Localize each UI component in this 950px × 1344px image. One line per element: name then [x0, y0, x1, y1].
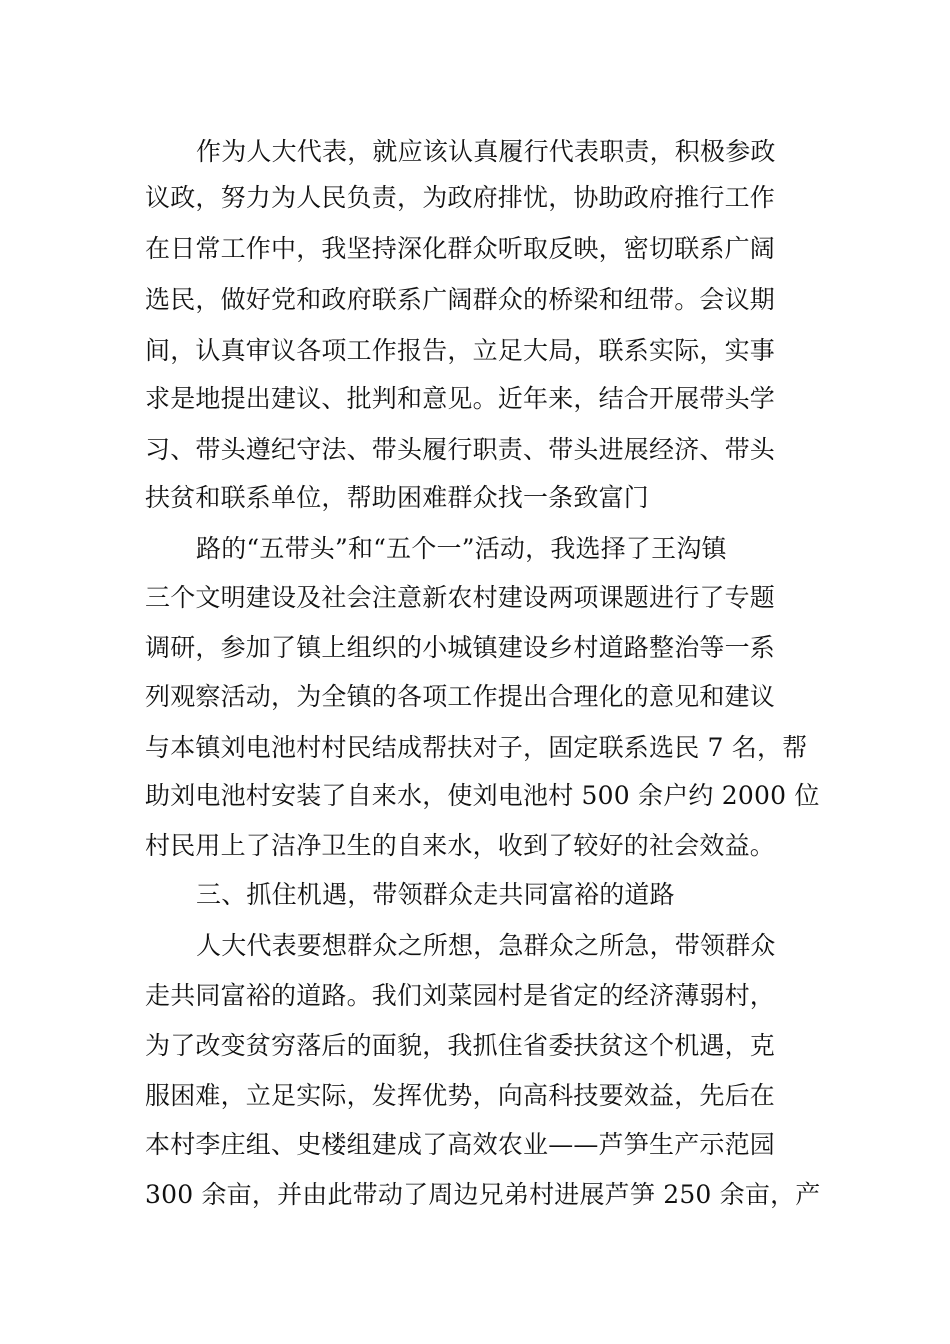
paragraph-line-18: 走共同富裕的道路。我们刘菜园村是省定的经济薄弱村，	[145, 981, 776, 1010]
paragraph-line-22: 300 余亩，并由此带动了周边兄弟村进展芦笋 250 余亩，产	[145, 1180, 821, 1209]
paragraph-line-4: 选民，做好党和政府联系广阔群众的桥梁和纽带。会议期	[145, 285, 776, 314]
paragraph-line-14: 助刘电池村安装了自来水，使刘电池村 500 余户约 2000 位	[145, 781, 820, 810]
paragraph-line-7: 习、带头遵纪守法、带头履行职责、带头进展经济、带头	[145, 435, 776, 464]
paragraph-line-1: 作为人大代表，就应该认真履行代表职责，积极参政	[196, 137, 776, 166]
paragraph-line-8: 扶贫和联系单位，帮助困难群众找一条致富门	[145, 483, 650, 512]
paragraph-line-10: 三个文明建设及社会注意新农村建设两项课题进行了专题	[145, 583, 776, 612]
paragraph-line-15: 村民用上了洁净卫生的自来水，收到了较好的社会效益。	[145, 831, 776, 860]
paragraph-line-19: 为了改变贫穷落后的面貌，我抓住省委扶贫这个机遇，克	[145, 1031, 776, 1060]
paragraph-line-3: 在日常工作中，我坚持深化群众听取反映，密切联系广阔	[145, 234, 776, 263]
paragraph-line-5: 间，认真审议各项工作报告，立足大局，联系实际，实事	[145, 336, 776, 365]
paragraph-line-13: 与本镇刘电池村村民结成帮扶对子，固定联系选民 7 名，帮	[145, 733, 808, 762]
paragraph-line-2: 议政，努力为人民负责，为政府排忧，协助政府推行工作	[145, 183, 776, 212]
paragraph-line-6: 求是地提出建议、批判和意见。近年来，结合开展带头学	[145, 384, 776, 413]
paragraph-line-17: 人大代表要想群众之所想，急群众之所急，带领群众	[196, 931, 776, 960]
section-heading: 三、抓住机遇，带领群众走共同富裕的道路	[196, 880, 675, 909]
paragraph-line-21: 本村李庄组、史楼组建成了高效农业——芦笋生产示范园	[145, 1130, 776, 1159]
paragraph-line-20: 服困难，立足实际，发挥优势，向高科技要效益，先后在	[145, 1081, 776, 1110]
paragraph-line-11: 调研，参加了镇上组织的小城镇建设乡村道路整治等一系	[145, 633, 776, 662]
paragraph-line-9: 路的“五带头”和“五个一”活动，我选择了王沟镇	[196, 534, 727, 563]
paragraph-line-12: 列观察活动，为全镇的各项工作提出合理化的意见和建议	[145, 682, 776, 711]
